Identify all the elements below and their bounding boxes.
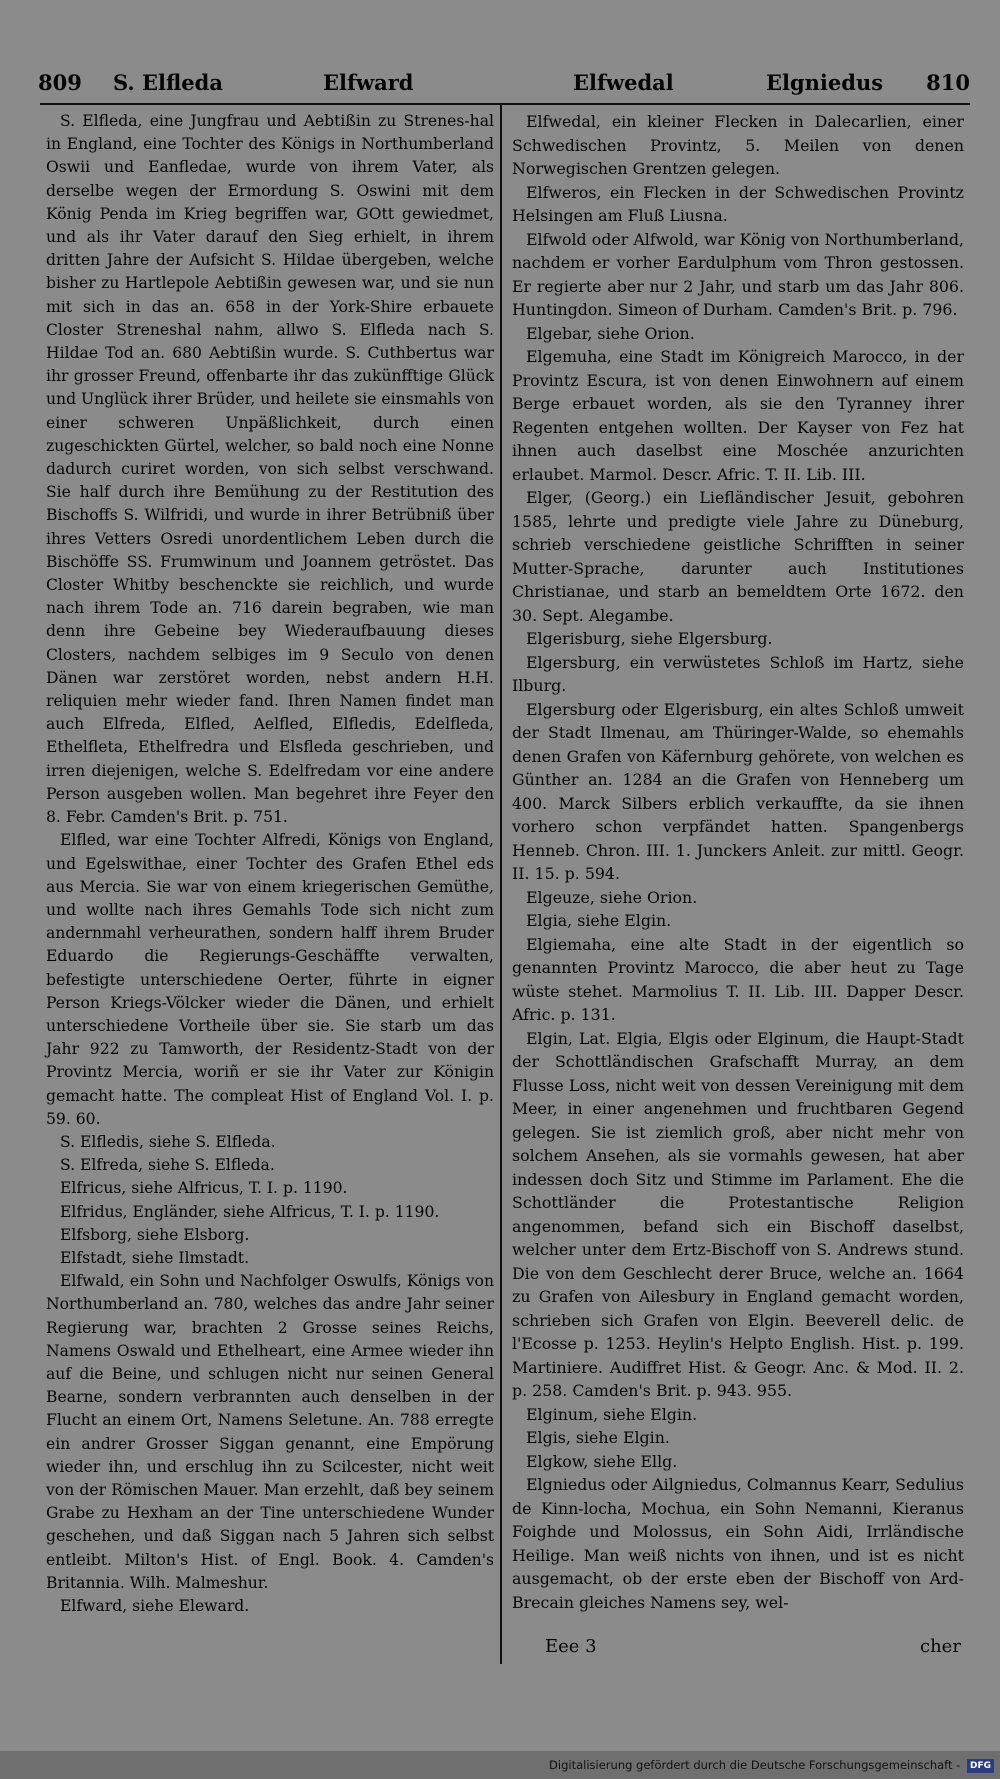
dictionary-entry: Elgis, siehe Elgin. xyxy=(526,1428,670,1447)
page-number-right: 810 xyxy=(926,70,970,95)
dictionary-entry: Elgin, Lat. Elgia, Elgis oder Elginum, die Haupt-Stadt der Schottländischen Grafschafft Murray, an dem Flusse Loss, nicht weit von dessen Vereinigung mit dem Meer, in einer angenehmen und fruchtbaren Gegend gelegen. Sie ist ziemlich groß, aber nicht mehr von solchem Ansehen, als sie vormahls gewesen, hat aber indessen doch Sitz und Stimme im Parlament. Ehe die Schottländer die Protestantische Religion angenommen, befand sich ein Bischoff daselbst, welcher unter dem Ertz-Bischoff von S. Andrews stund. Die von dem Geschlecht derer Bruce, welche an. 1664 zu Grafen von Ailesbury in England gemacht worden, schrieben sich Grafen von Elgin. Beeverell delic. de l'Ecosse p. 1253. Heylin's Helpto English. Hist. p. 199. Martiniere. Audiffret Hist. & Geogr. Anc. & Mod. II. 2. p. 258. Camden's Brit. p. 943. 955. xyxy=(512,1028,964,1400)
dictionary-entry: Elfwedal, ein kleiner Flecken in Dalecarlien, einer Schwedischen Provintz, 5. Meilen von denen Norwegischen Grentzen gelegen. xyxy=(512,112,964,178)
dictionary-entry: Elfled, war eine Tochter Alfredi, Königs von England, und Egelswithae, einer Tochter des Grafen Ethel eds aus Mercia. Sie war von einem kriegerischen Gemüthe, und wollte nach ihres Gemahls Tode sich nicht zum andernmahl verheurathen, sondern halff ihrem Bruder Eduardo die Regierungs-Geschäffte verwalten, befestigte unterschiedene Oerter, führte in eigner Person Kriegs-Völcker wieder die Dänen, und erhielt unterschiedene Vortheile über sie. Sie starb um das Jahr 922 zu Tamworth, der Residentz-Stadt von der Provintz Mercia, woriñ er sie ihr Vater zur Königin gemacht hatte. The compleat Hist of England Vol. I. p. 59. 60. xyxy=(46,831,494,1128)
footer-text: Digitalisierung gefördert durch die Deutsche Forschungsgemeinschaft - xyxy=(549,1758,961,1772)
dictionary-entry: S. Elfleda, eine Jungfrau und Aebtißin zu Strenes-hal in England, eine Tochter des Königs in Northumberland Oswii und Eanfledae, wurde von ihrem Vater, als derselbe wegen der Ermordung S. Oswini mit dem König Penda im Krieg begriffen war, GOtt gewiedmet, und als ihr Vater darauf den Sieg erhielt, in ihrem dritten Jahre der Aufsicht S. Hildae übergeben, welche bisher zu Hartlepole Aebtißin gewesen war, und sie nun mit sich in das an. 658 in der York-Shire erbauete Closter Streneshal nahm, allwo S. Elfleda nach S. Hildae Tod an. 680 Aebtißin wurde. S. Cuthbertus war ihr grosser Freund, offenbarte ihr das zukünfftige Glück und Unglück ihrer Brüder, und heilete sie einsmahls von einer schweren Unpäßlichkeit, durch einen zugeschickten Gürtel, welcher, so bald noch eine Nonne dadurch curiret worden, von sich selbst verschwand. Sie half durch ihre Bemühung zu der Restitution des Bischoffs S. Wilfridi, und wurde in ihrer Betrübniß über ihres Vetters Osredi unordentlichem Leben durch die Bischöffe SS. Frumwinum und Joannem getröstet. Das Closter Whitby beschenckte sie reichlich, und wurde nach ihrem Tode an. 716 darein begraben, wie man denn ihre Gebeine bey Wiederaufbauung dieses Closters, nachdem selbiges im 9 Seculo von denen Dänen war zerstöret worden, nebst andern H.H. reliquien mehr wieder fand. Ihren Namen findet man auch Elfreda, Elfled, Aelfled, Elfledis, Edelfleda, Ethelfleta, Ethelfredra und Elsfleda geschrieben, und irren diejenigen, welche S. Edelfredam vor eine andere Person ausgeben wollen. Man begehret ihre Feyer den 8. Febr. Camden's Brit. p. 751. xyxy=(46,112,495,827)
dictionary-entry: Elgeuze, siehe Orion. xyxy=(526,887,698,907)
dictionary-entry: Elginum, siehe Elgin. xyxy=(526,1404,698,1424)
header-left-keyword-2: Elfward xyxy=(323,70,414,95)
dictionary-entry: Elger, (Georg.) ein Liefländischer Jesuit, gebohren 1585, lehrte und predigte viele Jahre zu Düneburg, schrieb verschiedene geistliche Schrifften in seiner Mutter-Sprache, darunter auch Institutiones Christianae, und starb an bemeldtem Orte 1672. den 30. Sept. Alegambe. xyxy=(512,488,964,625)
signature-mark: Eee 3 xyxy=(545,1636,597,1657)
dictionary-entry: Elfsborg, siehe Elsborg. xyxy=(60,1225,250,1244)
dictionary-entry: Elgemuha, eine Stadt im Königreich Marocco, in der Provintz Escura, ist von denen Einwohnern auf einem Berge erbauet worden, als sie den Tyranney ihrer Regenten entgehen wollten. Der Kayser von Fez hat ihnen auch daselbst eine Moschée anzurichten erlaubet. Marmol. Descr. Afric. T. II. Lib. III. xyxy=(512,347,964,484)
page-number-left: 809 xyxy=(38,70,82,95)
dictionary-entry: Elfstadt, siehe Ilmstadt. xyxy=(60,1248,250,1267)
header-left-keyword-1: S. Elfleda xyxy=(113,70,223,95)
dictionary-entry: Elgniedus oder Ailgniedus, Colmannus Kearr, Sedulius de Kinn-locha, Mochua, ein Sohn Nemanni, Kieranus Foighde und Molossus, ein Sohn Aidi, Irrländische Heilige. Man weiß nichts von ihnen, und ist es nicht ausgemacht, ob der erste eben der Bischoff von Ard-Brecain gleiches Namens sey, wel- xyxy=(512,1475,964,1612)
dictionary-entry: S. Elfreda, siehe S. Elfleda. xyxy=(60,1156,275,1175)
left-column xyxy=(46,110,494,1618)
dictionary-entry: Elgerisburg, siehe Elgersburg. xyxy=(526,629,773,648)
digitization-footer xyxy=(0,1751,1000,1779)
dictionary-entry: Elfwold oder Alfwold, war König von Northumberland, nachdem er vorher Eardulphum vom Thron gestossen. Er regierte aber nur 2 Jahr, und starb um das Jahr 806. Huntingdon. Simeon of Durham. Camden's Brit. p. 796. xyxy=(512,229,964,319)
header-rule xyxy=(40,103,970,105)
dfg-logo: DFG xyxy=(967,1759,994,1773)
dictionary-entry: Elgiemaha, eine alte Stadt in der eigentlich so genannten Provintz Marocco, die aber heut zu Tage wüste stehet. Marmolius T. II. Lib. III. Dapper Descr. Afric. p. 131. xyxy=(512,934,964,1024)
header-right-keyword-1: Elfwedal xyxy=(573,70,674,95)
right-column xyxy=(512,110,964,1614)
dictionary-entry: S. Elfledis, siehe S. Elfleda. xyxy=(60,1132,276,1151)
dictionary-entry: Elgia, siehe Elgin. xyxy=(526,911,672,930)
dictionary-entry: Elgersburg, ein verwüstetes Schloß im Hartz, siehe Ilburg. xyxy=(512,652,964,695)
dictionary-entry: Elgkow, siehe Ellg. xyxy=(526,1451,678,1471)
dictionary-entry: Elfweros, ein Flecken in der Schwedischen Provintz Helsingen am Fluß Liusna. xyxy=(512,182,964,225)
dictionary-entry: Elgersburg oder Elgerisburg, ein altes Schloß umweit der Stadt Ilmenau, am Thüringer-Walde, so ehemahls denen Grafen von Käfernburg gehörete, von welchen es Günther an. 1284 an die Grafen von Henneberg um 400. Marck Silbers erblich verkauffte, da sie ihnen vorhero schon verpfändet hatten. Spangenbergs Henneb. Chron. III. 1. Junckers Anleit. zur mittl. Geogr. II. 15. p. 594. xyxy=(512,699,964,883)
header-right-keyword-2: Elgniedus xyxy=(766,70,884,95)
catchword: cher xyxy=(920,1636,961,1657)
dictionary-entry: Elfricus, siehe Alfricus, T. I. p. 1190. xyxy=(60,1179,348,1198)
running-header xyxy=(38,70,970,104)
dictionary-entry: Elfwald, ein Sohn und Nachfolger Oswulfs, Königs von Northumberland an. 780, welches das andre Jahr seiner Regierung war, brachten 2 Grosse seines Reichs, Namens Oswald und Ethelheart, eine Armee wieder ihn auf die Beine, und schlugen nicht nur seinen General Bearne, sondern verbrannten auch denselben in der Flucht an einem Ort, Namens Seletune. An. 788 erregte ein andrer Grosser Siggan genannt, eine Empörung wieder ihn, und erschlug ihn zu Scilcester, nicht weit von der Römischen Mauer. Man erzehlt, daß bey seinem Grabe zu Hexham an der Tine unterschiedene Wunder geschehen, und daß Siggan nach 5 Jahren sich selbst entleibt. Milton's Hist. of Engl. Book. 4. Camden's Britannia. Wilh. Malmeshur. xyxy=(46,1272,494,1592)
dictionary-entry: Elfward, siehe Eleward. xyxy=(60,1597,250,1615)
dictionary-entry: Elgebar, siehe Orion. xyxy=(526,323,695,343)
dictionary-entry: Elfridus, Engländer, siehe Alfricus, T. I. p. 1190. xyxy=(60,1202,440,1221)
column-divider xyxy=(500,104,502,1664)
